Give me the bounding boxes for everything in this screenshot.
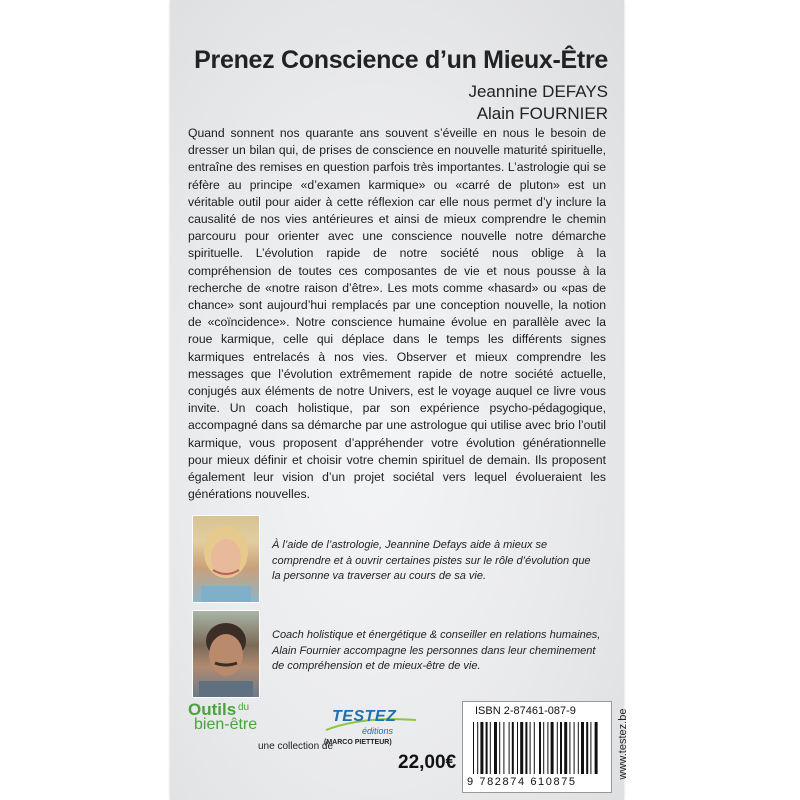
website-vertical — [614, 700, 628, 790]
publisher-logo — [322, 706, 420, 750]
author-photo-2 — [192, 610, 260, 698]
barcode-bar — [509, 722, 510, 774]
barcode-bar — [590, 722, 591, 774]
author-name-2: Alain FOURNIER — [476, 104, 608, 123]
barcode-bar — [480, 722, 483, 774]
barcode-bar — [586, 722, 588, 774]
barcode-bar — [534, 722, 535, 774]
barcode-bar — [494, 722, 497, 774]
barcode-bar — [569, 722, 570, 774]
isbn-barcode-box — [462, 701, 612, 793]
series-logo-word2: du — [238, 702, 250, 713]
barcode-bar — [530, 722, 531, 774]
author-bio-1: À l’aide de l’astrologie, Jeannine Defays aide à mieux se comprendre et à ouvrir certaines pistes sur le rôle d’évolution que la personne va traverser au cours de sa vie. — [272, 539, 591, 582]
barcode-bar — [560, 722, 562, 774]
author-name-1: Jeannine DEFAYS — [468, 82, 608, 101]
series-logo — [188, 700, 298, 740]
barcode-bar — [547, 722, 548, 774]
publisher-logo-main: TESTEZ — [332, 708, 397, 725]
barcode-bar — [581, 722, 584, 774]
barcode-bar — [477, 722, 478, 774]
publisher-logo-credit: (MARCO PIETTEUR) — [324, 739, 392, 746]
barcode-bar — [595, 722, 598, 774]
portrait-woman-icon — [193, 516, 259, 602]
website-text: www.testez.be — [617, 708, 629, 780]
barcode-bar — [539, 722, 541, 774]
barcode-number: 9 782874 610875 — [467, 776, 577, 788]
collection-text: une collection de — [258, 741, 334, 752]
barcode-bar — [499, 722, 500, 774]
book-summary: Quand sonnent nos quarante ans souvent s’éveille en nous le besoin de dresser un bilan qui, de prises de conscience en nouvelle maturité spirituelle, entraîne des remises en question parfois très importantes. L’astrologie qui se réfère au principe «d’examen karmique» ou «carré de pluton» est un véritable outil pour aider à cette réflexion car elle nous permet d’y inclure la causalité de nos vies antérieures et ainsi de mieux comprendre le chemin parcouru pour orienter avec une conscience nouvelle notre démarche spirituelle. L’évolution rapide de notre société nous oblige à la compréhension de toutes ces composantes de vie et nous pousse à la recherche de «notre raison d’être». Les mots comme «hasard» ou «pas de chance» sont aujourd’hui remplacés par une conception nouvelle, la notion de «coïncidence». Notre conscience humaine évolue en parallèle avec la roue karmique, celle qui déplace dans le temps les différents signes karmiques entrelacés à nos vies. Observer et mieux comprendre les messages que l’évolution extrêmement rapide de notre société actuelle, conjugés aux éléments de notre Univers, est le voyage auquel ce livre vous invite. Un coach holistique, par son expérience psycho-pédagogique, accompagné dans sa démarche par une astrologue qui utilise avec brio l’outil karmique, vous proposent d’appréhender votre évolution générationnelle pour mieux définir et choisir votre chemin spirituel de demain. Ils proposent également leur vision d’un projet sociétal vers lequel évolueraient les générations nouvelles. — [188, 126, 606, 502]
barcode-bar — [490, 722, 491, 774]
barcode-bar — [578, 722, 579, 774]
barcode-bar — [473, 722, 474, 774]
book-title: Prenez Conscience d’un Mieux-Être — [194, 46, 608, 74]
barcode-bar — [520, 722, 523, 774]
barcode-icon — [471, 722, 603, 774]
barcode-bar — [543, 722, 544, 774]
price: 22,00€ — [398, 752, 457, 773]
barcode-bar — [564, 722, 567, 774]
barcode-bar — [557, 722, 558, 774]
author-bio-2: Coach holistique et énergétique & conseiller en relations humaines, Alain Fournier accompagne les personnes dans leur cheminement de compréhension et de mieux-être de vie. — [272, 629, 601, 672]
barcode-bar — [503, 722, 504, 774]
barcode-bar — [517, 722, 518, 774]
isbn-text: ISBN 2-87461-087-9 — [475, 705, 576, 717]
barcode-bar — [551, 722, 554, 774]
book-back-cover — [170, 0, 629, 800]
series-logo-word3: bien-être — [194, 716, 258, 733]
portrait-man-icon — [193, 611, 259, 697]
author-photo-1 — [192, 515, 260, 603]
barcode-bar — [574, 722, 575, 774]
series-logo-word1: Outils — [188, 700, 237, 719]
publisher-logo-sub: éditions — [362, 726, 394, 736]
barcode-bar — [486, 722, 488, 774]
barcode-bar — [525, 722, 527, 774]
barcode-bar — [512, 722, 514, 774]
